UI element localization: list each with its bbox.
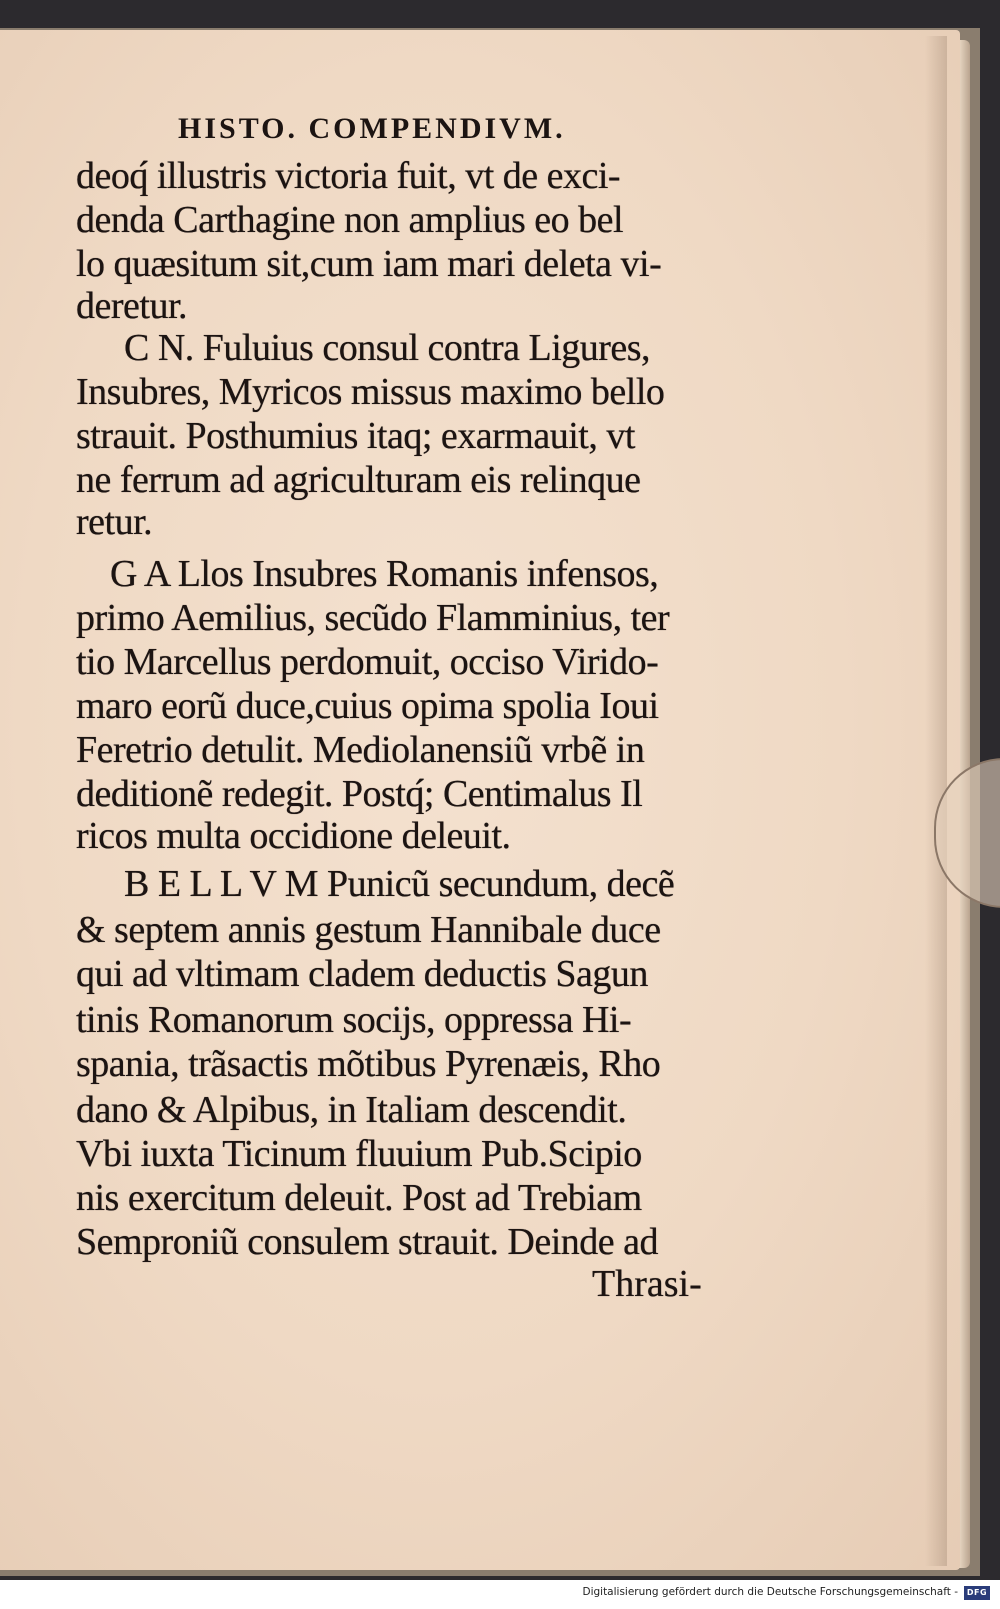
text-line: deoq́ illustris victoria fuit, vt de exci- xyxy=(76,155,621,197)
text-line: tinis Romanorum socijs, oppressa Hi- xyxy=(76,999,632,1041)
running-head: HISTO. COMPENDIVM. xyxy=(178,112,566,145)
text-line: deditionẽ redegit. Postq́; Centimalus Il xyxy=(76,773,643,815)
text-line: Feretrio detulit. Mediolanensiũ vrbẽ in xyxy=(76,729,645,771)
text-line: retur. xyxy=(76,501,153,543)
footer-credit: Digitalisierung gefördert durch die Deutsche Forschungsgemeinschaft - xyxy=(582,1586,958,1598)
text-line: G A Llos Insubres Romanis infensos, xyxy=(110,553,659,595)
text-line: C N. Fuluius consul contra Ligures, xyxy=(124,327,651,369)
text-line: qui ad vltimam cladem deductis Sagun xyxy=(76,953,648,995)
text-line: dano & Alpibus, in Italiam descendit. xyxy=(76,1089,627,1131)
text-line: nis exercitum deleuit. Post ad Trebiam xyxy=(76,1177,642,1219)
text-line: lo quæsitum sit,cum iam mari deleta vi- xyxy=(76,243,662,285)
text-line: Vbi iuxta Ticinum fluuium Pub.Scipio xyxy=(76,1133,642,1175)
text-line: maro eorũ duce,cuius opima spolia Ioui xyxy=(76,685,659,727)
text-line: spania, trãsactis mõtibus Pyrenæis, Rho xyxy=(76,1043,661,1085)
dfg-logo-icon: DFG xyxy=(964,1586,990,1600)
text-line: tio Marcellus perdomuit, occiso Virido- xyxy=(76,641,659,683)
text-line: strauit. Posthumius itaq; exarmauit, vt xyxy=(76,415,635,457)
text-line: B E L L V M Punicũ secundum, decẽ xyxy=(124,863,675,905)
catchword: Thrasi- xyxy=(592,1263,702,1305)
text-line: denda Carthagine non amplius eo bel xyxy=(76,199,624,241)
text-line: ricos multa occidione deleuit. xyxy=(76,815,511,857)
text-line: Insubres, Myricos missus maximo bello xyxy=(76,371,665,413)
text-line: & septem annis gestum Hannibale duce xyxy=(76,909,661,951)
text-line: deretur. xyxy=(76,285,188,327)
text-line: primo Aemilius, secũdo Flamminius, ter xyxy=(76,597,670,639)
text-line: Semproniũ consulem strauit. Deinde ad xyxy=(76,1221,658,1263)
text-line: ne ferrum ad agriculturam eis relinque xyxy=(76,459,641,501)
